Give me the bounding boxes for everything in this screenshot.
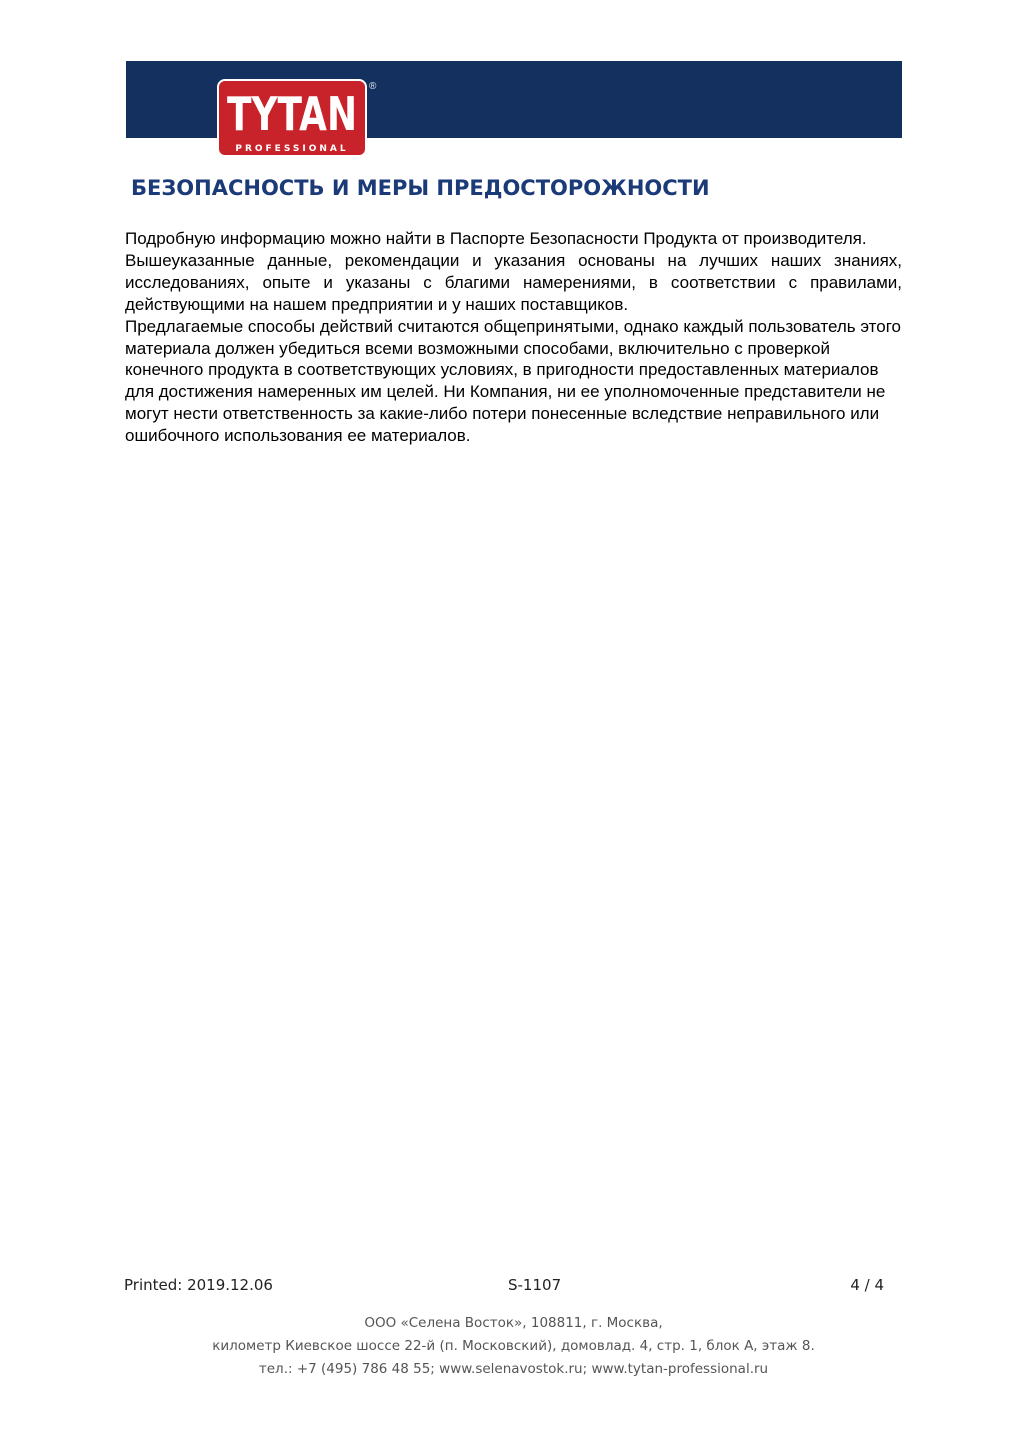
logo-text: TYTAN — [227, 87, 357, 141]
paragraph: Предлагаемые способы действий считаются общепринятыми, однако каждый пользователь этого материала должен убедиться всеми возможными способами, включительно с проверкой конечного продукта в соответствующих условиях, в пригодности предоставленных материалов для достижения намеренных им целей. Ни Компания, ни ее уполномоченные представители не могут нести ответственность за какие-либо потери понесенные вследствие неправильного или ошибочного использования ее материалов. — [125, 316, 901, 446]
document-code: S-1107 — [508, 1276, 562, 1294]
address-line: километр Киевское шоссе 22-й (п. Московский), домовлад. 4, стр. 1, блок А, этаж 8. — [212, 1338, 815, 1354]
company-address — [0, 1312, 1027, 1381]
paragraph: Вышеуказанные данные, рекомендации и указания основаны на лучших наших знаниях, исследованиях, опыте и указаны с благими намерениями, в соответствии с правилами, действующими на нашем предприятии и у наших поставщиков. — [125, 250, 902, 314]
address-line: тел.: +7 (495) 786 48 55; www.selenavostok.ru; www.tytan-professional.ru — [258, 1361, 769, 1377]
footer-meta — [124, 1276, 884, 1298]
logo-subtext: PROFESSIONAL — [235, 144, 349, 154]
section-title: БЕЗОПАСНОСТЬ И МЕРЫ ПРЕДОСТОРОЖНОСТИ — [131, 176, 710, 200]
paragraph: Подробную информацию можно найти в Паспорте Безопасности Продукта от производителя. — [125, 229, 867, 248]
tytan-logo — [217, 79, 367, 157]
page-number: 4 / 4 — [850, 1276, 884, 1294]
registered-mark: ® — [369, 81, 377, 92]
body-text — [125, 228, 902, 447]
printed-date: Printed: 2019.12.06 — [124, 1276, 273, 1294]
address-line: ООО «Селена Восток», 108811, г. Москва, — [364, 1315, 663, 1331]
